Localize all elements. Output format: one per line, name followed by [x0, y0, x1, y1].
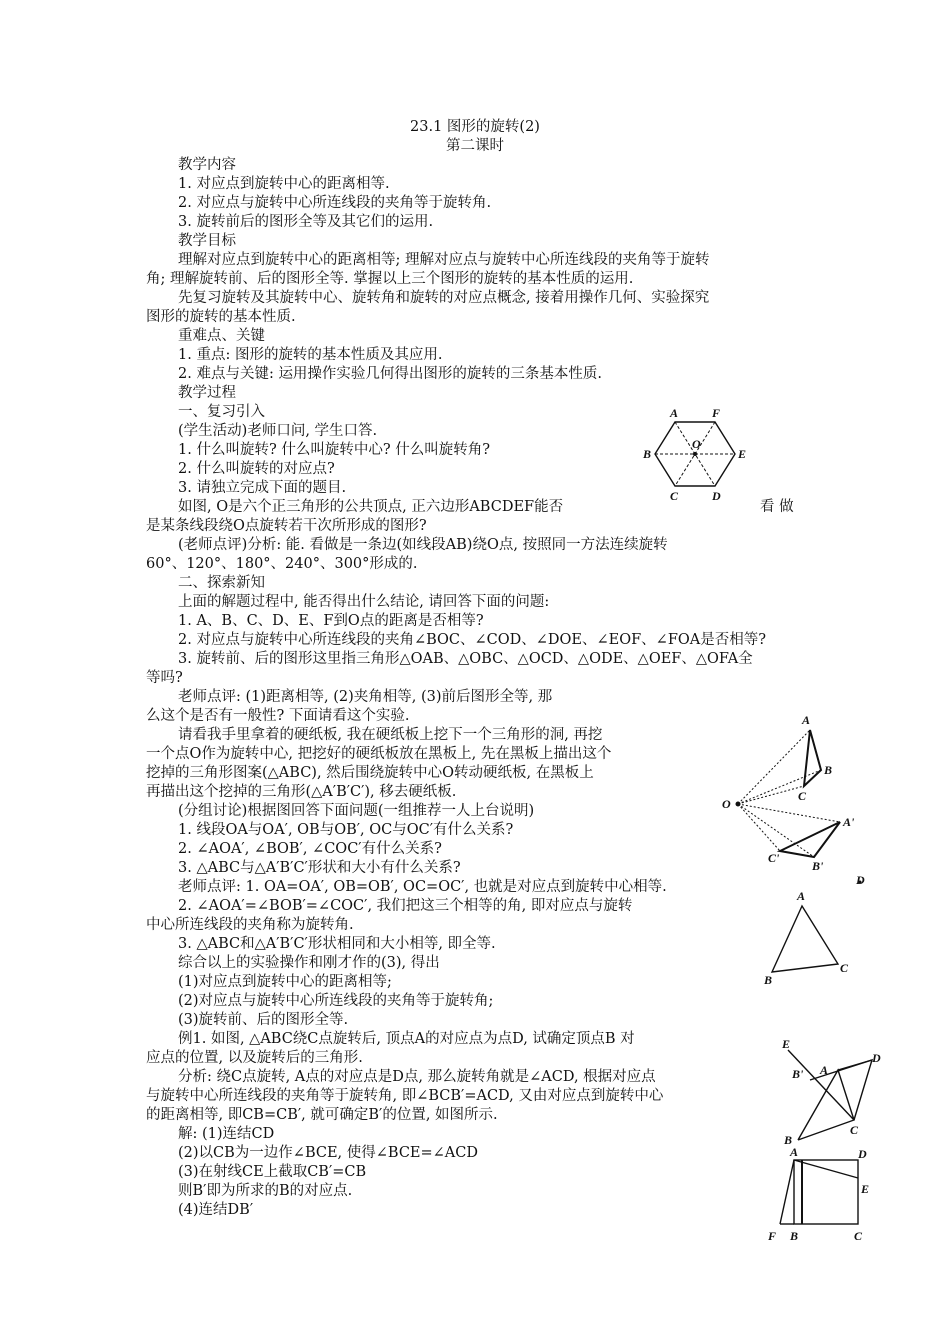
text-line: 1. 对应点到旋转中心的距离相等. — [178, 176, 390, 192]
text-line: 等吗? — [146, 670, 183, 686]
text-line: (3)在射线CE上截取CB′=CB — [178, 1164, 367, 1180]
text-line: 请看我手里拿着的硬纸板, 我在硬纸板上挖下一个三角形的洞, 再挖 — [178, 727, 603, 743]
text-line: 再描出这个挖掉的三角形(△A′B′C′), 移去硬纸板. — [146, 784, 457, 800]
sol-label: D — [872, 1051, 881, 1065]
text-line: 3. △ABC和△A′B′C′形状相同和大小相等, 即全等. — [178, 936, 496, 952]
text-line: 2. 难点与关键: 运用操作实验几何得出图形的旋转的三条基本性质. — [178, 366, 603, 382]
hex-label: C — [670, 489, 679, 503]
ex-label: C — [840, 961, 849, 975]
text-line: (1)对应点到旋转中心的距离相等; — [178, 974, 392, 990]
hex-label: B — [643, 447, 652, 461]
text-line: (2)以CB为一边作∠BCE, 使得∠BCE=∠ACD — [178, 1145, 479, 1161]
example-triangle-figure — [760, 870, 880, 990]
sol-label: E — [782, 1037, 791, 1051]
text-line: 3. 旋转前、后的图形这里指三角形△OAB、△OBC、△OCD、△ODE、△OEF、△OFA全 — [178, 651, 753, 667]
example-solution-figure — [778, 1032, 893, 1147]
text-line: 3. 请独立完成下面的题目. — [178, 480, 347, 496]
rot-label: A' — [843, 815, 855, 829]
text-line: 么这个是否有一般性? 下面请看这个实验. — [146, 708, 410, 724]
sol-label: C — [850, 1123, 859, 1137]
text-line: 老师点评: (1)距离相等, (2)夹角相等, (3)前后图形全等, 那 — [178, 689, 553, 705]
ex-label: B — [764, 973, 773, 987]
text-line: 则B′即为所求的B的对应点. — [178, 1183, 353, 1199]
text-line: 老师点评: 1. OA=OA′, OB=OB′, OC=OC′, 也就是对应点到旋转中心相等. — [178, 879, 667, 895]
text-line: 3. 旋转前后的图形全等及其它们的运用. — [178, 214, 434, 230]
square-figure — [760, 1146, 885, 1246]
rot-label: C — [798, 789, 807, 803]
page-subtitle: 第二课时 — [446, 138, 504, 154]
text-line: 挖掉的三角形图案(△ABC), 然后围绕旋转中心O转动硬纸板, 在黑板上 — [146, 765, 594, 781]
sq-label: E — [861, 1182, 870, 1196]
rot-label: A — [802, 713, 811, 727]
text-line: 1. 什么叫旋转? 什么叫旋转中心? 什么叫旋转角? — [178, 442, 490, 458]
text-line: 应点的位置, 以及旋转后的三角形. — [146, 1050, 363, 1066]
text-line: 1. 线段OA与OA′, OB与OB′, OC与OC′有什么关系? — [178, 822, 514, 838]
hex-label: A — [670, 406, 679, 420]
text-line: 理解对应点到旋转中心的距离相等; 理解对应点与旋转中心所连线段的夹角等于旋转 — [178, 252, 710, 268]
rot-label: O — [722, 797, 731, 811]
text-line: 是某条线段绕O点旋转若干次所形成的图形? — [146, 518, 427, 534]
rot-label: C' — [768, 851, 780, 865]
text-line: 2. 对应点与旋转中心所连线段的夹角∠BOC、∠COD、∠DOE、∠EOF、∠FOA是否相等? — [178, 632, 767, 648]
text-line: 上面的解题过程中, 能否得出什么结论, 请回答下面的问题: — [178, 594, 550, 610]
hex-label: E — [738, 447, 747, 461]
rotation-figure — [718, 710, 868, 880]
ex-label: A — [797, 889, 806, 903]
text-line: 1. A、B、C、D、E、F到O点的距离是否相等? — [178, 613, 484, 629]
text-line: 的距离相等, 即CB=CB′, 就可确定B′的位置, 如图所示. — [146, 1107, 498, 1123]
text-line: 分析: 绕C点旋转, A点的对应点是D点, 那么旋转角就是∠ACD, 根据对应点 — [178, 1069, 656, 1085]
text-line: 教学目标 — [178, 233, 236, 249]
text-line: (4)连结DB′ — [178, 1202, 254, 1218]
text-line: 1. 重点: 图形的旋转的基本性质及其应用. — [178, 347, 443, 363]
text-line: 图形的旋转的基本性质. — [146, 309, 296, 325]
sq-label: C — [854, 1229, 863, 1243]
text-line: 中心所连线段的夹角称为旋转角. — [146, 917, 354, 933]
text-line: 一个点O作为旋转中心, 把挖好的硬纸板放在黑板上, 先在黑板上描出这个 — [146, 746, 612, 762]
text-line: 解: (1)连结CD — [178, 1126, 275, 1142]
sq-label: F — [768, 1229, 777, 1243]
text-line: 如图, O是六个正三角形的公共顶点, 正六边形ABCDEF能否 — [178, 499, 564, 515]
text-line: (学生活动)老师口问, 学生口答. — [178, 423, 378, 439]
sq-label: B — [790, 1229, 799, 1243]
text-line: 角; 理解旋转前、后的图形全等. 掌握以上三个图形的旋转的基本性质的运用. — [146, 271, 634, 287]
hex-label: F — [712, 406, 721, 420]
text-line: 一、复习引入 — [178, 404, 265, 420]
text-line: 60°、120°、180°、240°、300°形成的. — [146, 556, 418, 572]
text-line: 2. ∠AOA′, ∠BOB′, ∠COC′有什么关系? — [178, 841, 442, 857]
sq-label: A — [790, 1145, 799, 1159]
page-title: 23.1 图形的旋转(2) — [410, 119, 540, 135]
text-line: 教学过程 — [178, 385, 236, 401]
text-line: 先复习旋转及其旋转中心、旋转角和旋转的对应点概念, 接着用操作几何、实验探究 — [178, 290, 710, 306]
text-line: 3. △ABC与△A′B′C′形状和大小有什么关系? — [178, 860, 461, 876]
text-line: 重难点、关键 — [178, 328, 265, 344]
rot-label: B — [824, 763, 833, 777]
text-line: 与旋转中心所连线段的夹角等于旋转角, 即∠BCB′=ACD, 又由对应点到旋转中心 — [146, 1088, 664, 1104]
text-line: 2. 什么叫旋转的对应点? — [178, 461, 335, 477]
sq-label: D — [858, 1147, 867, 1161]
sol-label: B' — [792, 1067, 804, 1081]
text-line: 教学内容 — [178, 157, 236, 173]
text-line: 二、探索新知 — [178, 575, 265, 591]
hex-label: O — [692, 437, 701, 451]
text-line: (分组讨论)根据图回答下面问题(一组推荐一人上台说明) — [178, 803, 535, 819]
sol-label: B — [784, 1133, 793, 1147]
hex-label: D — [712, 489, 721, 503]
text-line: 2. ∠AOA′=∠BOB′=∠COC′, 我们把这三个相等的角, 即对应点与旋转 — [178, 898, 633, 914]
text-line: (老师点评)分析: 能. 看做是一条边(如线段AB)绕O点, 按照同一方法连续旋转 — [178, 537, 668, 553]
text-line: 综合以上的实验操作和刚才作的(3), 得出 — [178, 955, 440, 971]
text-line: 看 做 — [760, 499, 794, 515]
text-line: (3)旋转前、后的图形全等. — [178, 1012, 349, 1028]
text-line: 2. 对应点与旋转中心所连线段的夹角等于旋转角. — [178, 195, 492, 211]
sol-label: A — [820, 1063, 829, 1077]
text-line: 例1. 如图, △ABC绕C点旋转后, 顶点A的对应点为点D, 试确定顶点B 对 — [178, 1031, 635, 1047]
hexagon-figure — [640, 402, 755, 507]
rot-label: B' — [812, 859, 824, 873]
text-line: (2)对应点与旋转中心所连线段的夹角等于旋转角; — [178, 993, 494, 1009]
ex-label: D — [856, 873, 865, 887]
